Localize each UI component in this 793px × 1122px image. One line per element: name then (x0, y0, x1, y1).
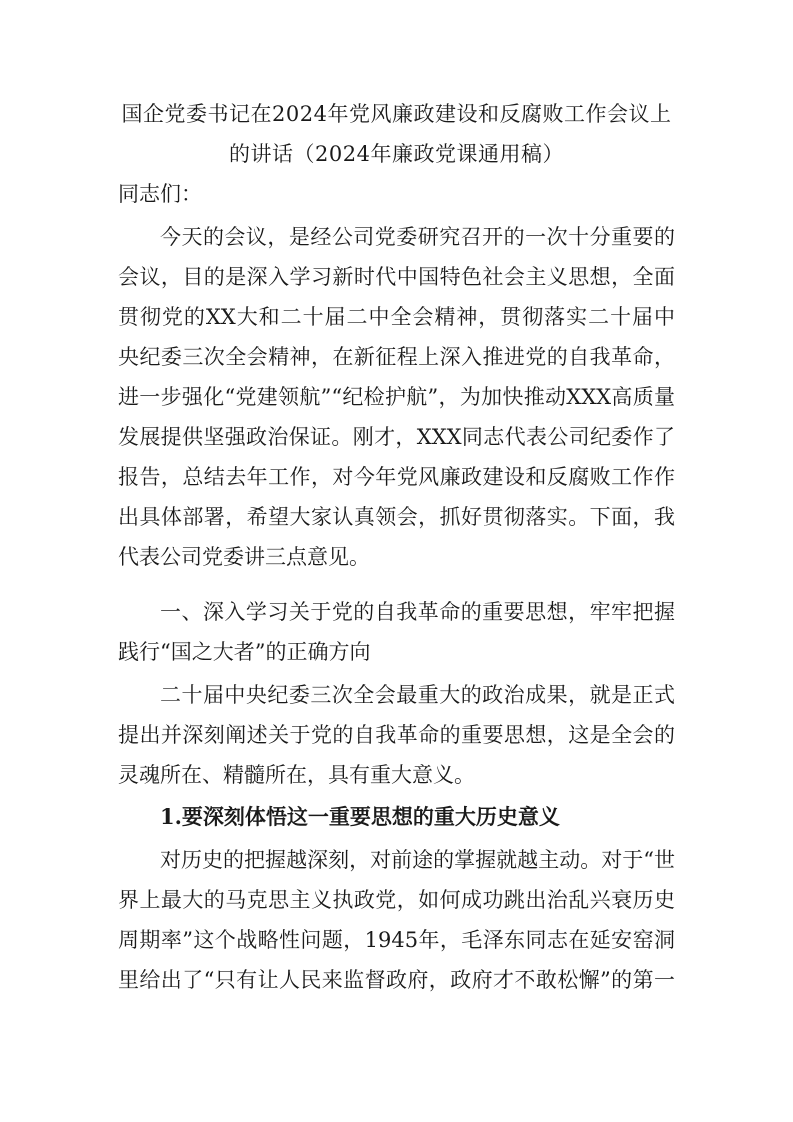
paragraph-1-line: 会议，目的是深入学习新时代中国特色社会主义思想，全面 (118, 265, 675, 289)
paragraph-1-line: 报告，总结去年工作，对今年党风廉政建设和反腐败工作作 (118, 465, 675, 489)
section-heading-line: 一、深入学习关于党的自我革命的重要思想，牢牢把握 (160, 600, 675, 624)
document-title-line-2: 的讲话（2024年廉政党课通用稿） (229, 142, 564, 166)
paragraph-3-line: 界上最大的马克思主义执政党，如何成功跳出治乱兴衰历史 (118, 888, 675, 912)
paragraph-1-line: 贯彻党的XX大和二十届二中全会精神，贯彻落实二十届中 (118, 305, 675, 329)
section-heading-line: 践行“国之大者”的正确方向 (118, 640, 371, 664)
paragraph-2-line: 提出并深刻阐述关于党的自我革命的重要思想，这是全会的 (118, 723, 675, 747)
paragraph-3-line: 周期率”这个战略性问题，1945年，毛泽东同志在延安窑洞 (118, 928, 675, 952)
paragraph-1-line: 央纪委三次全会精神，在新征程上深入推进党的自我革命， (118, 345, 675, 369)
paragraph-1-line: 代表公司党委讲三点意见。 (118, 545, 370, 569)
paragraph-1-line: 进一步强化“党建领航”“纪检护航”，为加快推动XXX高质量 (118, 385, 675, 409)
paragraph-1-line: 发展提供坚强政治保证。刚才，XXX同志代表公司纪委作了 (118, 425, 675, 449)
subheading: 1.要深刻体悟这一重要思想的重大历史意义 (160, 804, 560, 829)
paragraph-1-line: 今天的会议，是经公司党委研究召开的一次十分重要的 (160, 225, 675, 249)
paragraph-2-line: 灵魂所在、精髓所在，具有重大意义。 (118, 763, 475, 787)
paragraph-2-line: 二十届中央纪委三次全会最重大的政治成果，就是正式 (160, 683, 675, 707)
paragraph-1-line: 出具体部署，希望大家认真领会，抓好贯彻落实。下面，我 (118, 505, 675, 529)
document-title-line-1: 国企党委书记在2024年党风廉政建设和反腐败工作会议上 (121, 102, 672, 126)
paragraph-3-line: 里给出了“只有让人民来监督政府，政府才不敢松懈”的第一 (118, 968, 675, 992)
salutation: 同志们： (118, 182, 202, 206)
paragraph-3-line: 对历史的把握越深刻，对前途的掌握就越主动。对于“世 (160, 848, 675, 872)
